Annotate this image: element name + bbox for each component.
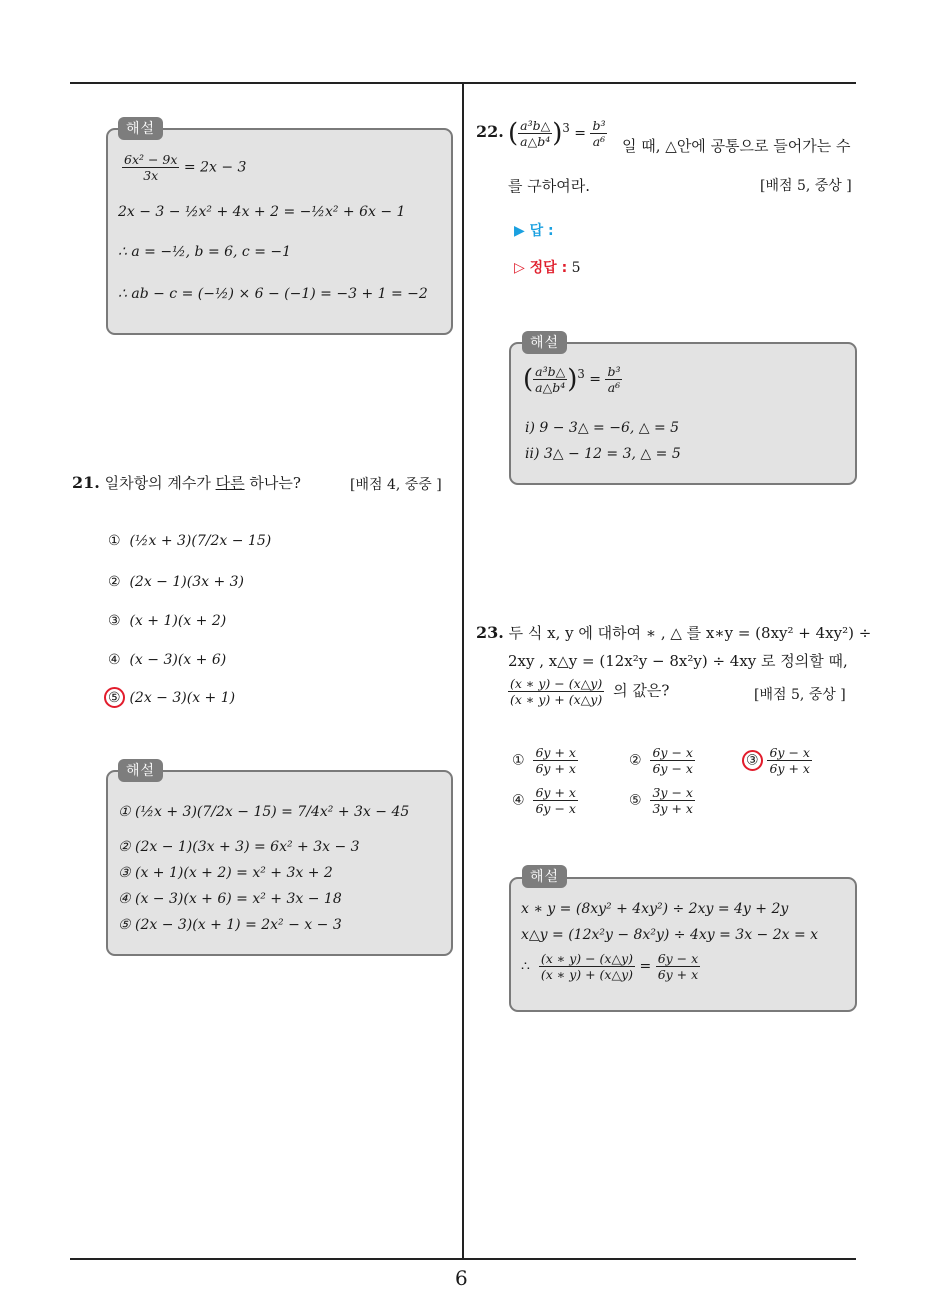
sol22-line1: ( $\frac{\text{a³b△}}{\text{a△b⁴}}$ )$^3$ = $\frac{\text{b³}}{\text{a⁶}}$ — [523, 364, 621, 395]
q21-stem: 21. 일차항의 계수가 다른 하나는? — [72, 473, 301, 492]
q21-option-3[interactable]: ③ (x + 1)(x + 2) — [108, 613, 227, 629]
explain-tag: 해설 — [118, 117, 163, 140]
q21-answer-circle — [104, 687, 125, 708]
q23-option-5[interactable]: ⑤ $\frac{3y - x}{3y + x}$ — [629, 785, 693, 816]
q21-option-4[interactable]: ④ (x − 3)(x + 6) — [108, 652, 227, 668]
q23-points: [배점 5, 중상 ] — [754, 687, 846, 703]
explain-tag: 해설 — [522, 331, 567, 354]
sol20-line3: ∴ a = −½, b = 6, c = −1 — [118, 244, 292, 260]
solution-box-20 — [106, 128, 453, 335]
solution-box-23 — [509, 877, 857, 1012]
q21-option-2[interactable]: ② (2x − 1)(3x + 3) — [108, 574, 244, 590]
explain-tag: 해설 — [522, 865, 567, 888]
sol23-line2: x△y = (12x²y − 8x²y) ÷ 4xy = 3x − 2x = x — [521, 927, 819, 943]
page-number: 6 — [455, 1266, 468, 1290]
q22-points: [배점 5, 중상 ] — [760, 178, 852, 194]
q23-answer-circle — [742, 750, 763, 771]
sol21-line3: ③ (x + 1)(x + 2) = x² + 3x + 2 — [118, 865, 333, 881]
q23-stem-line3: $\frac{(x ∗ y) - (x\triangle y)}{(x ∗ y) + (x\triangle y)}$ 의 값은? — [510, 676, 670, 707]
q23-option-3[interactable]: ③ $\frac{6y - x}{6y + x}$ — [746, 745, 810, 776]
q22-stem: 22. — [476, 122, 504, 141]
q23-stem-line2: 2xy , x△y = (12x²y − 8x²y) ÷ 4xy 로 정의할 때, — [508, 652, 848, 670]
q23-stem-line1: 23. 두 식 x, y 에 대하여 ∗ , △ 를 x∗y = (8xy² + 4xy²) ÷ — [476, 623, 872, 642]
q22-answer-label: ▶ 답 : — [514, 223, 554, 239]
q22-text2: 를 구하여라. — [508, 177, 590, 195]
sol21-line4: ④ (x − 3)(x + 6) = x² + 3x − 18 — [118, 891, 342, 907]
q21-option-5[interactable]: ⑤ (2x − 3)(x + 1) — [108, 690, 236, 706]
sol22-line3: ⅱ) 3△ − 12 = 3, △ = 5 — [525, 446, 681, 462]
sol21-line2: ② (2x − 1)(3x + 3) = 6x² + 3x − 3 — [118, 839, 360, 855]
sol21-line5: ⑤ (2x − 3)(x + 1) = 2x² − x − 3 — [118, 917, 342, 933]
solution-box-22 — [509, 342, 857, 485]
q22-formula: ( $\frac{\text{a³b△}}{\text{a△b⁴}}$ )$^3$ = $\frac{\text{b³}}{\text{a⁶}}$ — [508, 118, 606, 149]
column-divider — [462, 83, 464, 1259]
sol23-line3: ∴ $\frac{(x ∗ y) - (x\triangle y)}{(x ∗ y) + (x\triangle y)}$ = $\frac{6y - x}{6y + x}$ — [521, 951, 699, 982]
sol23-line1: x ∗ y = (8xy² + 4xy²) ÷ 2xy = 4y + 2y — [521, 901, 789, 917]
explain-tag: 해설 — [118, 759, 163, 782]
sol20-line2: 2x − 3 − ½x² + 4x + 2 = −½x² + 6x − 1 — [118, 204, 406, 220]
q22-correct: ▷ 정답 : 5 — [514, 260, 581, 276]
q23-option-2[interactable]: ② $\frac{6y - x}{6y - x}$ — [629, 745, 693, 776]
q21-option-1[interactable]: ① (½x + 3)(7/2x − 15) — [108, 533, 272, 549]
q22-text: 일 때, △안에 공통으로 들어가는 수 — [622, 137, 851, 155]
sol22-line2: ⅰ) 9 − 3△ = −6, △ = 5 — [525, 420, 680, 436]
sol21-line1: ① (½x + 3)(7/2x − 15) = 7/4x² + 3x − 45 — [118, 804, 410, 820]
q23-option-4[interactable]: ④ $\frac{6y + x}{6y - x}$ — [512, 785, 576, 816]
sol20-line1: $\frac{\text{6x² − 9x}}{3x}$ = 2x − 3 — [124, 152, 247, 183]
bottom-rule — [70, 1258, 856, 1260]
solution-box-21 — [106, 770, 453, 956]
sol20-line4: ∴ ab − c = (−½) × 6 − (−1) = −3 + 1 = −2 — [118, 286, 428, 302]
q23-option-1[interactable]: ① $\frac{6y + x}{6y + x}$ — [512, 745, 576, 776]
q21-points: [배점 4, 중중 ] — [350, 477, 442, 493]
